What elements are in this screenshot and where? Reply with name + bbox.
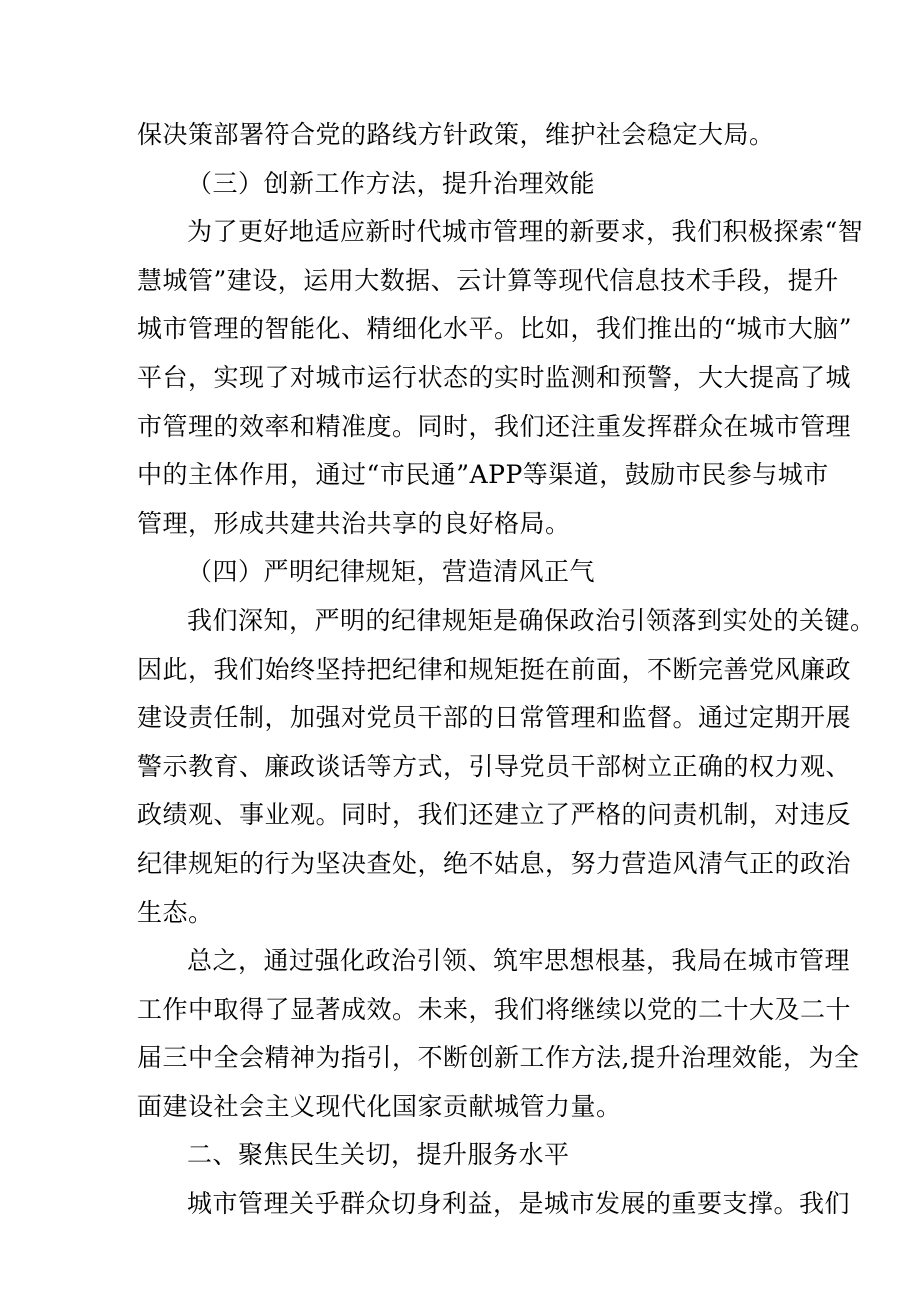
text-line: 纪律规矩的行为坚决查处，绝不姑息，努力营造风清气正的政治 bbox=[137, 848, 852, 878]
text-line: 工作中取得了显著成效。未来，我们将继续以党的二十大及二十 bbox=[137, 994, 852, 1024]
text-line: 警示教育、廉政谈话等方式，引导党员干部树立正确的权力观、 bbox=[137, 751, 852, 781]
text-line: 中的主体作用，通过“市民通”APP等渠道，鼓励市民参与城市 bbox=[137, 460, 829, 490]
text-line: 慧城管”建设，运用大数据、云计算等现代信息技术手段，提升 bbox=[137, 265, 839, 295]
text-line: 市管理的效率和精准度。同时，我们还注重发挥群众在城市管理 bbox=[137, 411, 852, 441]
paragraph-first-line: 城市管理关乎群众切身利益，是城市发展的重要支撑。我们 bbox=[187, 1189, 851, 1219]
paragraph-first-line: 为了更好地适应新时代城市管理的新要求，我们积极探索“智 bbox=[187, 217, 864, 247]
text-line: 因此，我们始终坚持把纪律和规矩挺在前面，不断完善党风廉政 bbox=[137, 654, 852, 684]
text-line: 平台，实现了对城市运行状态的实时监测和预警，大大提高了城 bbox=[137, 362, 852, 392]
text-line: 管理，形成共建共治共享的良好格局。 bbox=[137, 508, 571, 538]
text-line: 生态。 bbox=[137, 897, 214, 927]
document-page bbox=[137, 111, 876, 1229]
paragraph-first-line: 我们深知，严明的纪律规矩是确保政治引领落到实处的关键。 bbox=[187, 605, 876, 635]
section-heading-two: 二、聚焦民生关切，提升服务水平 bbox=[187, 1140, 570, 1170]
section-heading-three: （三）创新工作方法，提升治理效能 bbox=[187, 168, 596, 198]
paragraph-first-line: 总之，通过强化政治引领、筑牢思想根基，我局在城市管理 bbox=[187, 946, 851, 976]
text-line: 保决策部署符合党的路线方针政策，维护社会稳定大局。 bbox=[137, 120, 775, 149]
section-heading-four: （四）严明纪律规矩，营造清风正气 bbox=[187, 557, 596, 587]
text-line: 政绩观、事业观。同时，我们还建立了严格的问责机制，对违反 bbox=[137, 800, 852, 830]
text-line: 城市管理的智能化、精细化水平。比如，我们推出的“城市大脑” bbox=[137, 314, 853, 344]
text-line: 面建设社会主义现代化国家贡献城管力量。 bbox=[137, 1091, 622, 1121]
text-line: 届三中全会精神为指引，不断创新工作方法,提升治理效能，为全 bbox=[137, 1043, 860, 1073]
text-line: 建设责任制，加强对党员干部的日常管理和监督。通过定期开展 bbox=[137, 703, 852, 733]
